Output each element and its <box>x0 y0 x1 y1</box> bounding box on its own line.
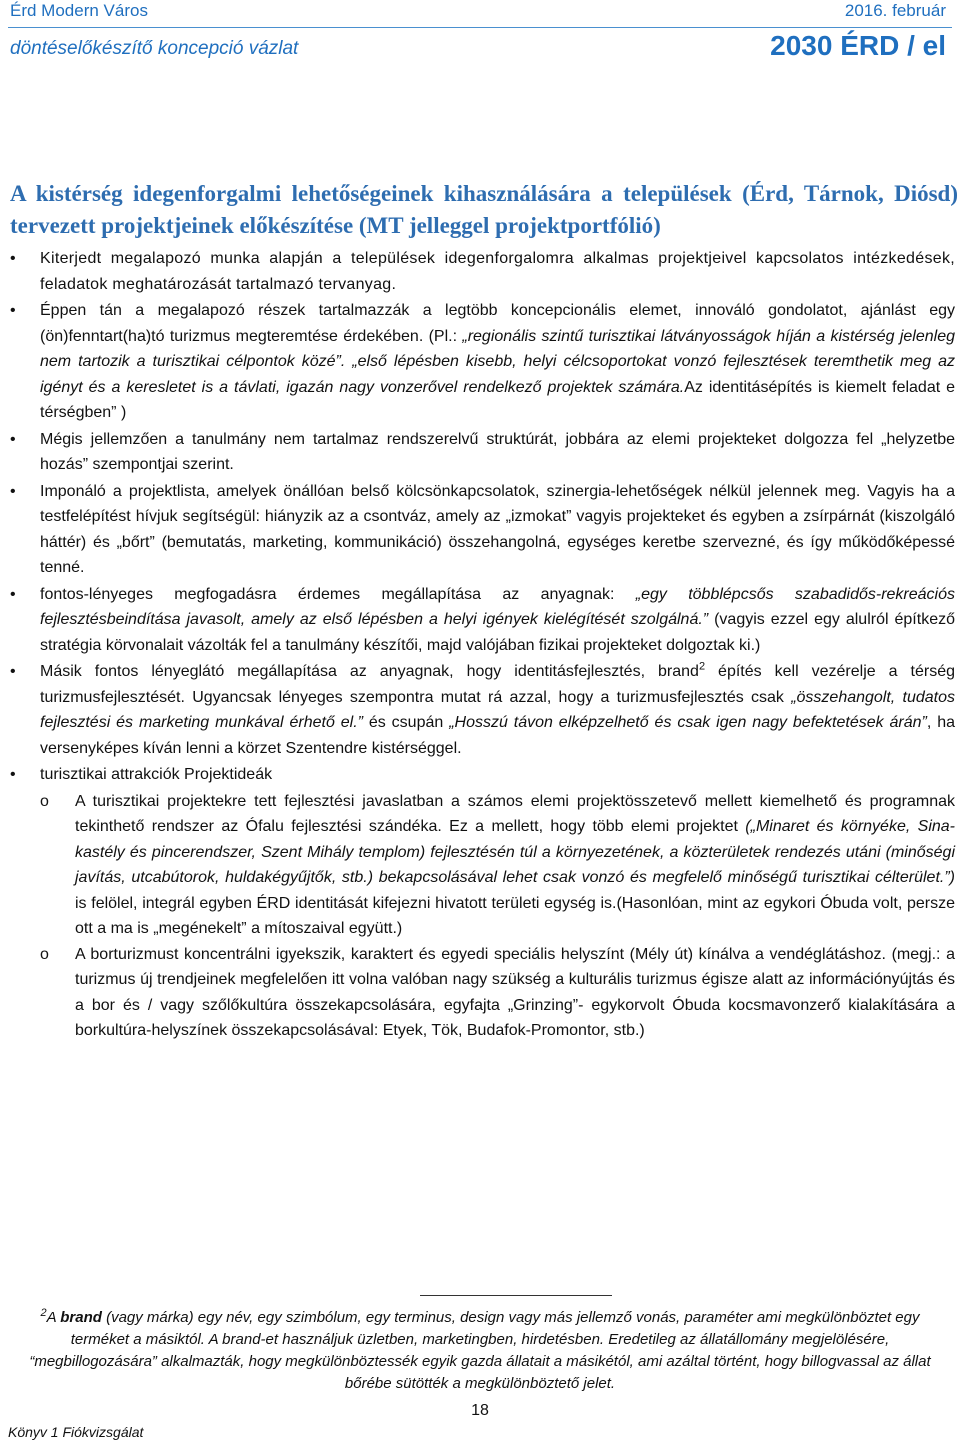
bullet-icon: • <box>10 302 16 319</box>
page-number: 18 <box>471 1402 489 1419</box>
bullet-icon: • <box>10 585 16 603</box>
item-text: turisztikai attrakciók Projektideák <box>40 766 273 783</box>
item-quote: „összehangolt, tudatos fejlesztési és marketing munkával érhető el.” <box>40 688 955 731</box>
circle-bullet-icon: o <box>40 945 49 963</box>
footnote-separator <box>420 1295 612 1296</box>
footnote <box>20 1307 940 1395</box>
item-quote: „egy többlépcsős szabadidős-rekreációs fejlesztésbeindítása javasolt, amely az első lépésben a helyi igények kielégítését szolgálná.” <box>40 585 955 628</box>
item-quote: („Minaret és környéke, Sina-kastély és pincerendszer, Szent Mihály templom) fejlesztésén túl a környezetének, a közterületek rendezés utáni (minőségi javítás, utcabútorok, huldakégyűjtők, stb.) bekapcsolásával lehet csak vonzó és megfelelő minőségű turisztikai célterület.”) <box>75 818 955 886</box>
item-text: Éppen tán a megalapozó részek tartalmazzák a legtöbb koncepcionális elemet, innováló gondolatot, ajánlást egy (ön)fenntart(ha)tó turizmus megteremtése érdekében. (Pl.: <box>40 302 955 345</box>
item-text: Az identitásépítés is kiemelt feladat e térségben” ) <box>40 378 956 421</box>
item-text: Kiterjedt megalapozó munka alapján a települések idegenforgalomra alkalmas projektjeivel kapcsolatos intézkedések, feladatok meghatározását tartalmazó tervanyag. <box>40 250 955 293</box>
header-project-code: 2030 ÉRD / el <box>770 30 946 61</box>
footnote-term: brand <box>60 1309 102 1326</box>
item-text: A turisztikai projektekre tett fejlesztési javaslatban a számos elemi projektösszetevő mellett kiemelhető és programnak tekinthető rendszer az Ófalu fejlesztési szándéka. Ez a mellett, hogy több elemi projektet <box>75 792 955 835</box>
footnote-text: (vagy márka) egy név, egy szimbólum, egy terminus, design vagy más jellemző vonás, paraméter ami megkülönböztet egy terméket a másiktól. A brand-et használjuk üzletben, marketingben, hirdetésben. Eredetileg az állatállomány megjelölésére, “megbillogozására” alkalmazták, hogy megkülönböztessék egyik gazda állatait a másikétól, ami azáltal történt, hogy billogvassal az állat bőrébe sütötték a megkülönböztető jelet. <box>29 1309 931 1392</box>
item-text: Imponáló a projektlista, amelyek önállóan belső kölcsönkapcsolatok, szinergia-lehetőségek nélkül jelennek meg. Vagyis ha a testfelépítést hívjuk segítségül: hiányzik az a csontváz, amely az „izmokat” vagyis projekteket és egyben a zsírpárnát (kiszolgáló háttér) és „bőrt” (bemutatás, marketing, kommunikáció) összehangolná, egységes keretbe szervezné, és így működőképessé tenné. <box>40 482 955 576</box>
list-item <box>0 762 955 788</box>
list-item <box>0 298 955 426</box>
header-subtitle: döntéselőkészítő koncepció vázlat <box>10 38 299 59</box>
footer-label: Könyv 1 Fiókvizsgálat <box>8 1424 144 1440</box>
bullet-icon: • <box>10 663 16 680</box>
item-text: A borturizmust koncentrálni igyekszik, karaktert és egyedi speciális helyszínt (Mély út) kínálva a vendéglátáshoz. (megj.: a turizmus új trendjeinek megfelelően itt volna valóban nagy szükség a kulturális turizmus égisze alatt az információnyújtás és a bor és / vagy szőlőkultúra összekapcsolására, egyfajta „Grinzing”- egykorvolt Óbuda kocsmavonzerő kialakítására a borkultúra-helyszínek összekapcsolásával: Etyek, Tök, Budafok-Promontor, stb.) <box>75 945 955 1039</box>
bullet-icon: • <box>10 482 16 500</box>
bullet-icon: • <box>10 430 16 448</box>
bullet-list <box>0 246 955 1044</box>
item-text: Mégis jellemzően a tanulmány nem tartalmaz rendszerelvű struktúrát, jobbára az elemi projekteket dolgozza fel „helyzetbe hozás” szempontjai szerint. <box>40 430 955 473</box>
item-text: és csupán <box>362 714 450 731</box>
list-item <box>0 246 955 297</box>
header-date: 2016. február <box>844 1 946 20</box>
footnote-number: 2 <box>40 1307 47 1319</box>
footnote-text: A <box>46 1309 61 1326</box>
item-text: , ha versenyképes kíván lenni a körzet Szentendre kistérséggel. <box>40 714 956 757</box>
item-text: (vagyis ezzel egy alulról építkező stratégia körvonalait vázolták fel a tanulmány készítői, majd valójában fizikai projekteket dolgoztak ki.) <box>40 611 955 654</box>
item-text: építés kell vezérelje a térség turizmusfejlesztését. Ugyancsak lényeges szempontra mutat rá azzal, hogy a turizmusfejlesztés csak <box>40 663 956 706</box>
item-text: fontos-lényeges megfogadásra érdemes megállapítása az anyagnak: <box>40 585 636 603</box>
bullet-icon: • <box>10 766 16 783</box>
sub-list-item <box>0 789 955 942</box>
list-item <box>0 582 955 659</box>
circle-bullet-icon: o <box>40 792 49 810</box>
item-text: Másik fontos lényeglátó megállapítása az anyagnak, hogy identitásfejlesztés, brand <box>40 663 699 680</box>
section-heading: A kistérség idegenforgalmi lehetőségeinek kihasználására a települések (Érd, Tárnok, Diósd) tervezett projektjeinek előkészítése (MT jelleggel projektportfólió) <box>10 181 958 238</box>
list-item <box>0 479 955 581</box>
bullet-icon: • <box>10 250 16 267</box>
list-item <box>0 659 955 761</box>
header-org: Érd Modern Város <box>10 1 148 20</box>
item-quote: „regionális szintű turisztikai látványosságok híján a kistérség jelenleg nem tartozik a turisztikai célpontok közé”. „első lépésben kisebb, helyi célcsoportokat vonzó fejlesztések teremthetik meg az igényt és a keresletet is a távlati, igazán nagy vonzerővel rendelkező projektek számára. <box>40 327 956 396</box>
sub-list-item <box>0 942 955 1044</box>
list-item <box>0 427 955 478</box>
item-text: is felölel, integrál egyben ÉRD identitását kifejezni hivatott területi egység is.(Hasonlóan, mint az egykori Óbuda volt, persze ott a ma is „megénekelt” a mítoszaival együtt.) <box>75 894 955 937</box>
footnote-ref[interactable]: 2 <box>698 660 706 673</box>
header-rule <box>8 27 952 28</box>
item-quote-strong: „Hosszú távon elképzelhető és csak igen nagy befektetések árán” <box>449 714 927 731</box>
